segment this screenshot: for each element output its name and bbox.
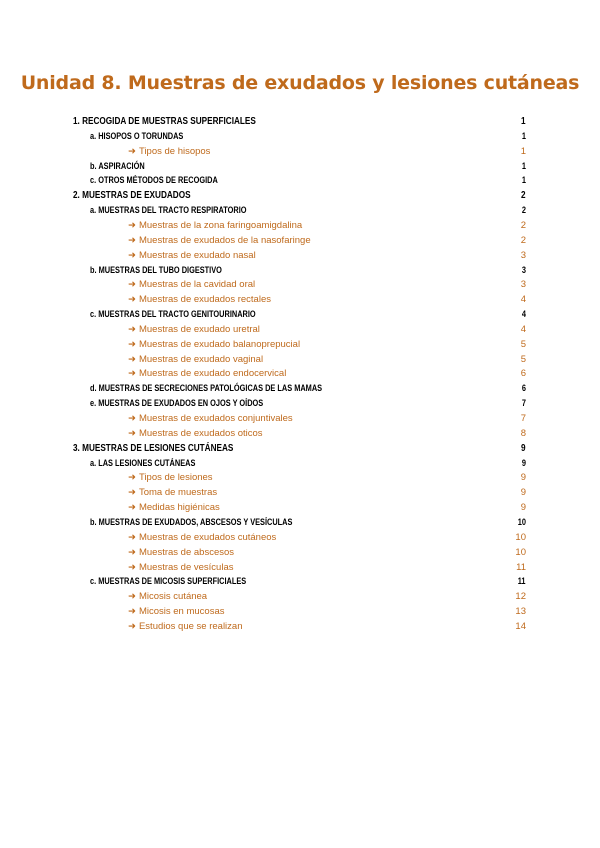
toc-entry-label: Muestras de la cavidad oral xyxy=(138,279,256,291)
toc-page-number: 3 xyxy=(521,264,526,275)
toc-page-number: 1 xyxy=(521,116,526,127)
toc-entry[interactable] xyxy=(0,354,600,369)
toc-page-number: 1 xyxy=(521,175,526,186)
toc-entry[interactable] xyxy=(0,383,600,398)
toc-entry[interactable] xyxy=(0,190,600,205)
toc-entry-label: Muestras de la zona faringoamigdalina xyxy=(138,219,303,231)
toc-page-number: 6 xyxy=(520,368,526,380)
toc-entry-label: Muestras de exudado endocervical xyxy=(138,368,287,380)
toc-entry-title xyxy=(90,205,247,215)
toc-entry-label: c. MUESTRAS DE MICOSIS SUPERFICIALES xyxy=(90,576,247,587)
toc-entry-label: Muestras de exudados cutáneos xyxy=(138,531,277,543)
toc-entry-title xyxy=(128,250,256,261)
arrow-right-icon: ➜ xyxy=(128,294,136,306)
toc-page-number: 14 xyxy=(515,620,526,632)
toc-entry[interactable] xyxy=(0,621,600,636)
toc-entry[interactable] xyxy=(0,116,600,131)
toc-page-number: 13 xyxy=(515,606,526,618)
toc-entry[interactable] xyxy=(0,250,600,265)
toc-entry-title xyxy=(128,324,260,335)
toc-entry[interactable] xyxy=(0,487,600,502)
toc-entry[interactable] xyxy=(0,532,600,547)
toc-page-number: 3 xyxy=(520,249,526,261)
toc-entry-label: Toma de muestras xyxy=(138,487,218,499)
toc-entry-title xyxy=(90,576,246,586)
toc-page-number: 10 xyxy=(517,516,526,527)
toc-entry-label: 2. MUESTRAS DE EXUDADOS xyxy=(73,190,191,202)
toc-entry-title xyxy=(128,472,213,483)
toc-entry-label: c. MUESTRAS DEL TRACTO GENITOURINARIO xyxy=(90,309,256,320)
toc-page-number: 10 xyxy=(515,546,526,558)
toc-entry-title xyxy=(128,368,286,379)
toc-entry[interactable] xyxy=(0,146,600,161)
toc-page-number: 9 xyxy=(520,487,526,499)
toc-entry-title xyxy=(90,383,322,393)
toc-page-number: 11 xyxy=(516,561,526,573)
arrow-right-icon: ➜ xyxy=(128,145,136,157)
toc-entry[interactable] xyxy=(0,472,600,487)
toc-entry[interactable] xyxy=(0,205,600,220)
toc-entry[interactable] xyxy=(0,220,600,235)
toc-entry-label: Muestras de vesículas xyxy=(138,561,234,573)
toc-entry-title xyxy=(73,443,233,454)
toc-page-number: 1 xyxy=(520,145,526,157)
toc-entry-title xyxy=(128,547,234,558)
toc-page-number: 2 xyxy=(521,205,526,216)
toc-entry-label: Medidas higiénicas xyxy=(138,502,220,514)
arrow-right-icon: ➜ xyxy=(128,427,136,439)
toc-entry-title xyxy=(90,398,263,408)
toc-entry-label: 3. MUESTRAS DE LESIONES CUTÁNEAS xyxy=(73,442,234,454)
toc-entry-label: Micosis en mucosas xyxy=(138,606,225,618)
toc-page-number: 1 xyxy=(521,130,526,141)
toc-entry[interactable] xyxy=(0,294,600,309)
toc-entry[interactable] xyxy=(0,547,600,562)
arrow-right-icon: ➜ xyxy=(128,249,136,261)
toc-entry-label: Estudios que se realizan xyxy=(138,620,243,632)
toc-page-number: 4 xyxy=(520,323,526,335)
toc-page-number: 4 xyxy=(520,294,526,306)
toc-entry-label: c. OTROS MÉTODOS DE RECOGIDA xyxy=(90,175,218,186)
toc-entry-title xyxy=(128,532,276,543)
toc-entry[interactable] xyxy=(0,398,600,413)
arrow-right-icon: ➜ xyxy=(128,502,136,514)
toc-entry[interactable] xyxy=(0,161,600,176)
toc-entry-label: Muestras de exudados de la nasofaringe xyxy=(138,234,311,246)
toc-entry-label: Micosis cutánea xyxy=(138,591,208,603)
arrow-right-icon: ➜ xyxy=(128,591,136,603)
toc-entry[interactable] xyxy=(0,606,600,621)
toc-page-number: 6 xyxy=(521,383,526,394)
toc-page-number: 9 xyxy=(521,457,526,468)
toc-entry-label: Muestras de exudado vaginal xyxy=(138,353,264,365)
toc-entry-title xyxy=(128,354,263,365)
toc-page-number: 9 xyxy=(521,442,526,454)
toc-page-number: 2 xyxy=(520,219,526,231)
toc-entry-label: Muestras de exudado balanoprepucial xyxy=(138,338,301,350)
toc-entry-label: b. ASPIRACIÓN xyxy=(90,160,145,171)
toc-entry-label: b. MUESTRAS DE EXUDADOS, ABSCESOS Y VESÍCULAS xyxy=(90,516,293,527)
toc-entry[interactable] xyxy=(0,131,600,146)
toc-page-number: 3 xyxy=(520,279,526,291)
arrow-right-icon: ➜ xyxy=(128,413,136,424)
arrow-right-icon: ➜ xyxy=(128,323,136,335)
toc-entry[interactable] xyxy=(0,265,600,280)
toc-entry-label: Muestras de exudado uretral xyxy=(138,323,260,335)
arrow-right-icon: ➜ xyxy=(128,487,136,499)
toc-entry-title xyxy=(128,413,293,424)
toc-page-number: 8 xyxy=(520,427,526,439)
toc-entry-title xyxy=(128,279,255,290)
toc-entry-label: a. MUESTRAS DEL TRACTO RESPIRATORIO xyxy=(90,205,247,216)
toc-entry-label: Muestras de exudados conjuntivales xyxy=(138,413,293,424)
toc-entry-title xyxy=(90,309,256,319)
toc-entry-label: Muestras de abscesos xyxy=(138,546,235,558)
toc-entry-label: a. HISOPOS O TORUNDAS xyxy=(90,130,184,141)
toc-entry-label: b. MUESTRAS DEL TUBO DIGESTIVO xyxy=(90,264,222,275)
toc-entry-label: e. MUESTRAS DE EXUDADOS EN OJOS Y OÍDOS xyxy=(90,398,264,409)
toc-entry-title xyxy=(128,562,233,573)
arrow-right-icon: ➜ xyxy=(128,353,136,365)
toc-entry-title xyxy=(128,487,217,498)
toc-entry[interactable] xyxy=(0,368,600,383)
toc-entry-title xyxy=(73,116,256,127)
toc-entry-label: 1. RECOGIDA DE MUESTRAS SUPERFICIALES xyxy=(73,116,256,127)
toc-entry[interactable] xyxy=(0,591,600,606)
toc-entry-title xyxy=(128,220,302,231)
toc-entry-title xyxy=(90,265,222,275)
toc-entry[interactable] xyxy=(0,443,600,458)
toc-entry-title xyxy=(128,591,207,602)
toc-page-number: 7 xyxy=(521,398,526,409)
toc-entry-title xyxy=(90,161,145,171)
toc-entry-title xyxy=(128,428,263,439)
arrow-right-icon: ➜ xyxy=(128,234,136,246)
toc-entry-label: Muestras de exudados rectales xyxy=(138,294,271,306)
toc-entry-label: Tipos de lesiones xyxy=(138,472,213,484)
toc-entry-label: Tipos de hisopos xyxy=(138,145,211,157)
toc-entry[interactable] xyxy=(0,279,600,294)
toc-entry[interactable] xyxy=(0,309,600,324)
toc-entry-label: Muestras de exudados oticos xyxy=(138,427,263,439)
toc-entry-label: a. LAS LESIONES CUTÁNEAS xyxy=(90,457,196,468)
toc-page-number: 5 xyxy=(520,353,526,365)
toc-page-number: 1 xyxy=(521,160,526,171)
page-title: Unidad 8. Muestras de exudados y lesiones cutáneas xyxy=(20,72,580,94)
toc-entry[interactable] xyxy=(0,324,600,339)
toc-page-number: 11 xyxy=(518,576,526,587)
toc-entry[interactable] xyxy=(0,576,600,591)
arrow-right-icon: ➜ xyxy=(128,279,136,291)
toc-entry-title xyxy=(73,190,191,201)
toc-entry[interactable] xyxy=(0,175,600,190)
toc-entry[interactable] xyxy=(0,235,600,250)
arrow-right-icon: ➜ xyxy=(128,338,136,350)
toc-entry-title xyxy=(128,146,210,157)
toc-entry[interactable] xyxy=(0,562,600,577)
toc-page-number: 9 xyxy=(520,472,526,484)
arrow-right-icon: ➜ xyxy=(128,472,136,484)
toc-entry-title xyxy=(128,339,300,350)
toc-entry-title xyxy=(128,294,271,305)
toc-entry-label: d. MUESTRAS DE SECRECIONES PATOLÓGICAS DE LAS MAMAS xyxy=(90,383,323,394)
toc-entry[interactable] xyxy=(0,458,600,473)
toc-page-number: 4 xyxy=(521,309,526,320)
toc-entry[interactable] xyxy=(0,502,600,517)
toc-page-number: 12 xyxy=(515,591,526,603)
toc-entry-label: Muestras de exudado nasal xyxy=(138,249,256,261)
toc-entry-title xyxy=(90,517,292,527)
toc-entry-title xyxy=(90,175,218,185)
toc-page-number: 2 xyxy=(521,190,526,202)
toc-page-number: 2 xyxy=(520,234,526,246)
arrow-right-icon: ➜ xyxy=(128,368,136,380)
arrow-right-icon: ➜ xyxy=(128,219,136,231)
toc-page-number: 10 xyxy=(515,531,526,543)
toc-entry[interactable] xyxy=(0,428,600,443)
arrow-right-icon: ➜ xyxy=(128,531,136,543)
toc-entry-title xyxy=(90,131,183,141)
toc-entry[interactable] xyxy=(0,339,600,354)
toc-entry-title xyxy=(90,458,195,468)
toc-entry-title xyxy=(128,235,311,246)
arrow-right-icon: ➜ xyxy=(128,546,136,558)
toc-entry-title xyxy=(128,621,242,632)
toc-entry[interactable] xyxy=(0,517,600,532)
toc-entry[interactable] xyxy=(0,413,600,428)
toc-page-number: 7 xyxy=(520,413,526,424)
toc-entry-title xyxy=(128,606,225,617)
arrow-right-icon: ➜ xyxy=(128,620,136,632)
arrow-right-icon: ➜ xyxy=(128,561,136,573)
toc-page-number: 5 xyxy=(520,338,526,350)
toc-page-number: 9 xyxy=(520,502,526,514)
arrow-right-icon: ➜ xyxy=(128,606,136,618)
toc-entry-title xyxy=(128,502,220,513)
